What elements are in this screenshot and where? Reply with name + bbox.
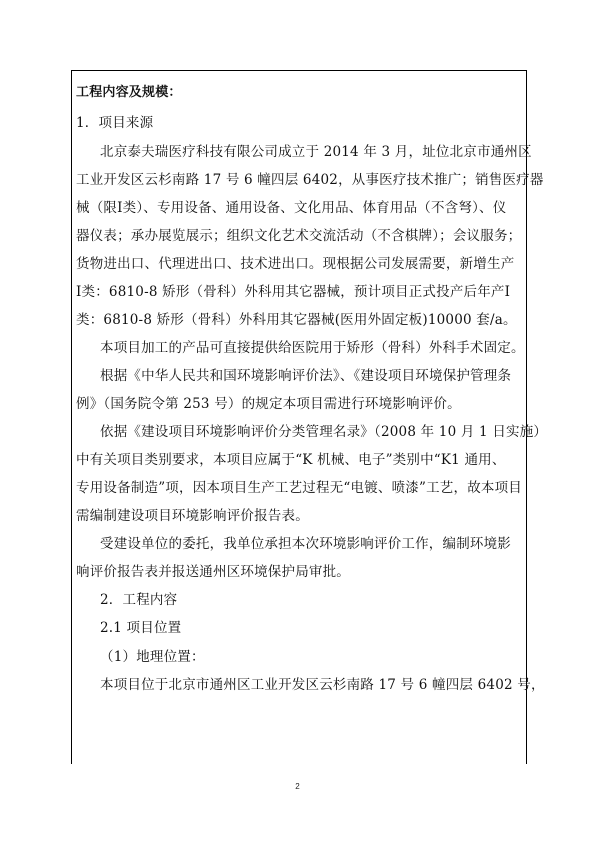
paragraph-line: 依据《建设项目环境影响评价分类管理名录》（2008 年 10 月 1 日实施） — [100, 424, 548, 440]
paragraph-line: 专用设备制造”项，因本项目生产工艺过程无“电镀、喷漆”工艺，故本项目 — [76, 480, 523, 496]
paragraph-line: 工业开发区云杉南路 17 号 6 幢四层 6402，从事医疗技术推广；销售医疗器 — [76, 172, 544, 188]
page-number: 2 — [295, 782, 300, 791]
paragraph-line: 货物进出口、代理进出口、技术进出口。现根据公司发展需要，新增生产 — [76, 256, 515, 272]
subheading-geographic-location: （1）地理位置： — [100, 649, 205, 665]
paragraph-line: 中有关项目类别要求，本项目应属于“K 机械、电子”类别中“K1 通用、 — [76, 452, 506, 468]
subheading-project-location: 2.1 项目位置 — [100, 620, 182, 636]
paragraph-line: Ⅰ类：6810-8 矫形（骨科）外科用其它器械，预计项目正式投产后年产Ⅰ — [76, 284, 511, 300]
paragraph-line: 本项目加工的产品可直接提供给医院用于矫形（骨科）外科手术固定。 — [100, 340, 525, 356]
paragraph-line: 北京泰夫瑞医疗科技有限公司成立于 2014 年 3 月，址位北京市通州区 — [100, 144, 532, 160]
paragraph-line: 例》（国务院令第 253 号）的规定本项目需进行环境影响评价。 — [76, 396, 461, 412]
paragraph-line: 响评价报告表并报送通州区环境保护局审批。 — [76, 564, 350, 580]
content-frame — [71, 70, 548, 764]
paragraph-line: 本项目位于北京市通州区工业开发区云杉南路 17 号 6 幢四层 6402 号， — [100, 677, 545, 693]
subheading-project-content: 2．工程内容 — [100, 592, 178, 608]
paragraph-line: 械（限Ⅰ类）、专用设备、通用设备、文化用品、体育用品（不含弩）、仪 — [76, 200, 507, 216]
paragraph-line: 器仪表；承办展览展示；组织文化艺术交流活动（不含棋牌）；会议服务； — [76, 228, 522, 244]
paragraph-line: 根据《中华人民共和国环境影响评价法》、《建设项目环境保护管理条 — [100, 368, 512, 384]
paragraph-line: 需编制建设项目环境影响评价报告表。 — [76, 508, 309, 524]
section-title: 工程内容及规模： — [76, 85, 182, 100]
paragraph-line: 类：6810-8 矫形（骨科）外科用其它器械(医用外固定板)10000 套/a。 — [76, 312, 517, 328]
subheading-project-source: 1．项目来源 — [76, 115, 154, 131]
paragraph-line: 受建设单位的委托，我单位承担本次环境影响评价工作，编制环境影 — [100, 536, 511, 552]
